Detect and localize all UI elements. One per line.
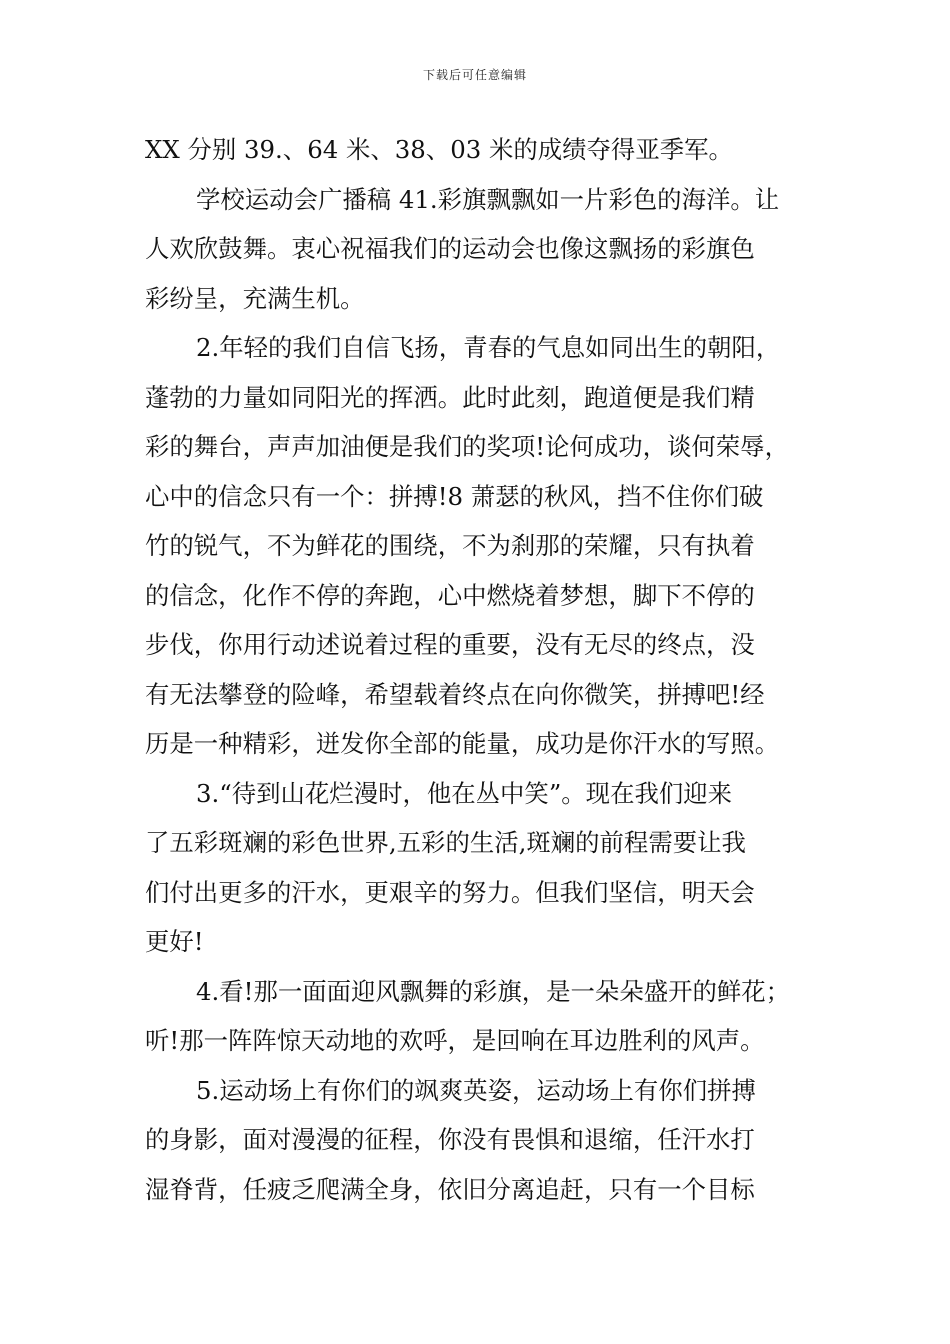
- text-line: 的身影，面对漫漫的征程，你没有畏惧和退缩，任汗水打: [145, 1125, 755, 1154]
- text-line: 了五彩斑斓的彩色世界,五彩的生活,斑斓的前程需要让我: [145, 828, 746, 857]
- text-line: 彩纷呈，充满生机。: [145, 283, 365, 313]
- text-line: 们付出更多的汗水，更艰辛的努力。但我们坚信，明天会: [145, 877, 755, 907]
- page-header: 下载后可任意编辑: [422, 68, 527, 82]
- text-line: 的信念，化作不停的奔跑，心中燃烧着梦想，脚下不停的: [145, 580, 755, 610]
- text-line: 听!那一阵阵惊天动地的欢呼，是回响在耳边胜利的风声。: [145, 1026, 765, 1055]
- paragraph-start-line: 学校运动会广播稿 41.彩旗飘飘如一片彩色的海洋。让: [196, 184, 780, 214]
- paragraph-start-line: 5.运动场上有你们的飒爽英姿，运动场上有你们拼搏: [196, 1075, 756, 1105]
- text-line: 湿脊背，任疲乏爬满全身，依旧分离追赶，只有一个目标: [145, 1174, 755, 1204]
- text-line: 竹的锐气，不为鲜花的围绕，不为刹那的荣耀，只有执着: [145, 531, 755, 560]
- paragraph-start-line: 2.年轻的我们自信飞扬，青春的气息如同出生的朝阳，: [196, 333, 781, 362]
- text-line: 步伐，你用行动述说着过程的重要，没有无尽的终点，没: [145, 630, 755, 659]
- text-line: 更好!: [145, 927, 204, 956]
- paragraph-start-line: 4.看!那一面面迎风飘舞的彩旗，是一朵朵盛开的鲜花；: [196, 976, 791, 1006]
- document-body: [145, 125, 815, 1214]
- text-line: 人欢欣鼓舞。衷心祝福我们的运动会也像这飘扬的彩旗色: [145, 234, 755, 263]
- text-line: 心中的信念只有一个：拼搏!8 萧瑟的秋风，挡不住你们破: [145, 481, 764, 511]
- text-line: 有无法攀登的险峰，希望载着终点在向你微笑，拼搏吧!经: [145, 679, 765, 709]
- text-line: 彩的舞台，声声加油便是我们的奖项!论何成功，谈何荣辱，: [145, 432, 789, 461]
- text-line: XX 分别 39.、64 米、38、03 米的成绩夺得亚季军。: [145, 135, 733, 164]
- paragraph-start-line: 3.“待到山花烂漫时，他在丛中笑”。现在我们迎来: [196, 778, 733, 808]
- text-line: 历是一种精彩，迸发你全部的能量，成功是你汗水的写照。: [145, 729, 780, 758]
- text-line: 蓬勃的力量如同阳光的挥洒。此时此刻，跑道便是我们精: [145, 382, 755, 412]
